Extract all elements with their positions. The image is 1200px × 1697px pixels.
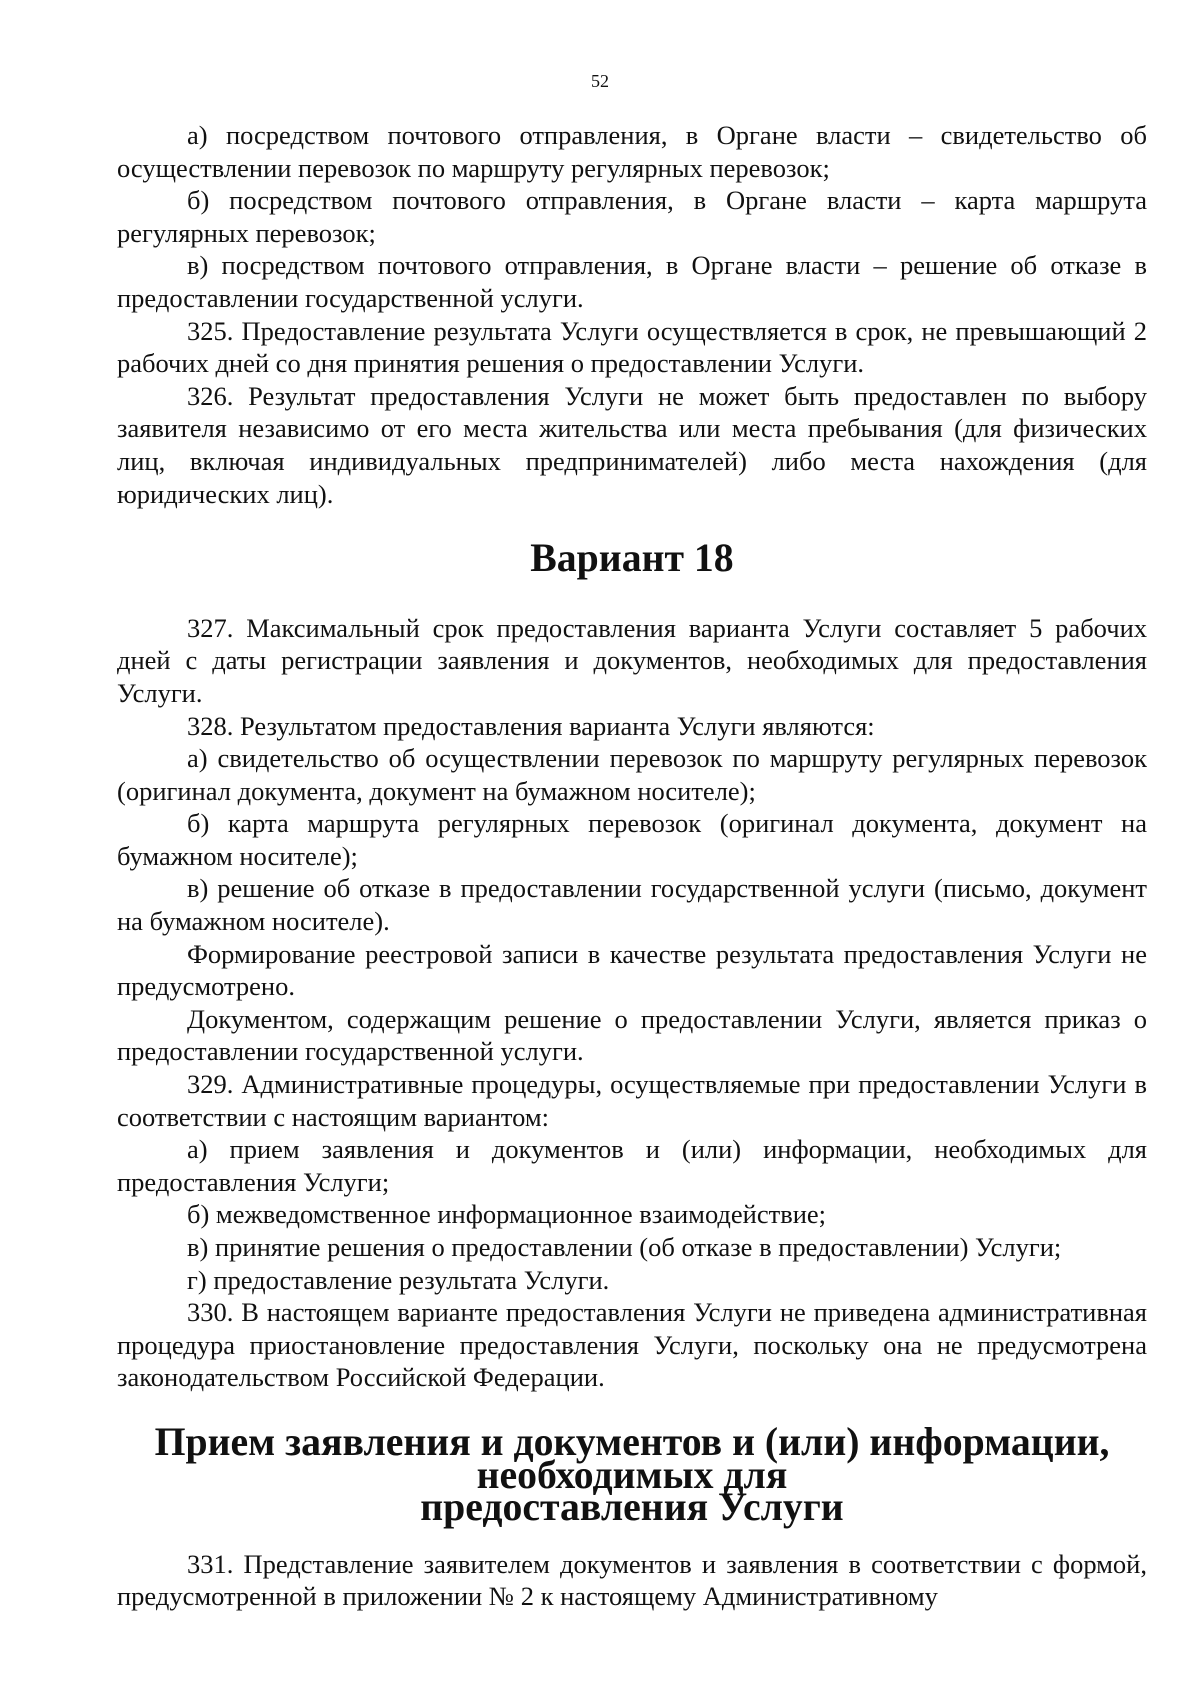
paragraph-decision-document: Документом, содержащим решение о предоставлении Услуги, является приказ о предоставлении государственной услуги. [117,1003,1147,1067]
paragraph-328-item-b: б) карта маршрута регулярных перевозок (оригинал документа, документ на бумажном носителе); [117,808,1147,871]
paragraph-328: 328. Результатом предоставления варианта Услуги являются: [187,710,875,741]
paragraph-item-b-postal-route-map: б) посредством почтового отправления, в Органе власти – карта маршрута регулярных перевозок; [117,185,1147,248]
paragraph-329: 329. Административные процедуры, осуществляемые при предоставлении Услуги в соответствии с настоящим вариантом: [117,1069,1147,1132]
paragraph-331: 331. Представление заявителем документов и заявления в соответствии с формой, предусмотренной в приложении № 2 к настоящему Административному [117,1548,1147,1612]
paragraph-329-item-v: в) принятие решения о предоставлении (об отказе в предоставлении) Услуги; [187,1232,1062,1262]
page-number: 52 [591,71,609,91]
section-heading-line-1: Прием заявления и документов и (или) информации, необходимых для [154,1419,1110,1497]
section-heading-variant-18: Вариант 18 [530,536,734,581]
paragraph-329-item-g: г) предоставление результата Услуги. [187,1264,610,1295]
paragraph-325: 325. Предоставление результата Услуги осуществляется в срок, не превышающий 2 рабочих дней со дня принятия решения о предоставлении Услуги. [117,315,1147,379]
paragraph-330: 330. В настоящем варианте предоставления Услуги не приведена административная процедура приостановление предоставления Услуги, поскольку она не предусмотрена законодательством Российской Федерации. [117,1297,1147,1393]
paragraph-registry-record: Формирование реестровой записи в качестве результата предоставления Услуги не предусмотрено. [117,938,1147,1002]
paragraph-item-a-postal-certificate: а) посредством почтового отправления, в Органе власти – свидетельство об осуществлении перевозок по маршруту регулярных перевозок; [117,120,1147,183]
paragraph-329-item-b: б) межведомственное информационное взаимодействие; [187,1199,827,1230]
section-heading-line-2: предоставления Услуги [420,1485,844,1530]
paragraph-item-v-postal-refusal: в) посредством почтового отправления, в Органе власти – решение об отказе в предоставлении государственной услуги. [117,250,1147,313]
paragraph-328-item-a: а) свидетельство об осуществлении перевозок по маршруту регулярных перевозок (оригинал документа, документ на бумажном носителе); [117,743,1147,806]
paragraph-327: 327. Максимальный срок предоставления варианта Услуги составляет 5 рабочих дней с даты регистрации заявления и документов, необходимых для предоставления Услуги. [117,612,1147,708]
paragraph-328-item-v: в) решение об отказе в предоставлении государственной услуги (письмо, документ на бумажном носителе). [117,873,1147,937]
paragraph-326: 326. Результат предоставления Услуги не может быть предоставлен по выбору заявителя независимо от его места жительства или места пребывания (для физических лиц, включая индивидуальных предпринимателей) либо места нахождения (для юридических лиц). [117,380,1147,509]
section-heading-application-intake [117,1419,1147,1530]
page-content [117,119,1147,1613]
paragraph-329-item-a: а) прием заявления и документов и (или) информации, необходимых для предоставления Услуги; [117,1134,1147,1197]
